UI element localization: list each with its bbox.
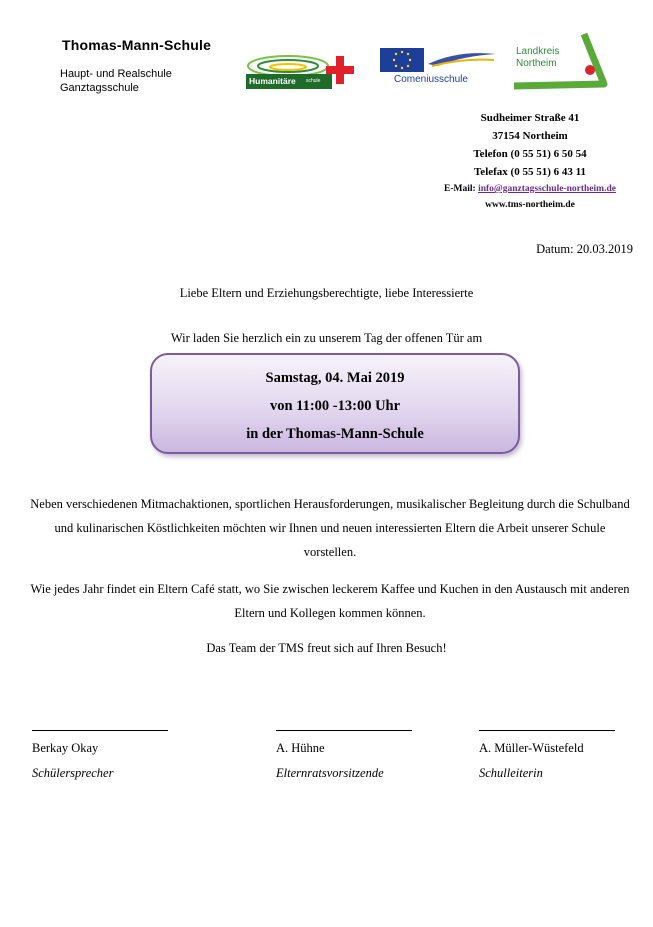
invitation: Wir laden Sie herzlich ein zu unserem Tag der offenen Tür am — [170, 331, 483, 345]
signature-line-1 — [32, 730, 168, 731]
paragraph-2: Wie jedes Jahr findet ein Eltern Café statt, wo Sie zwischen leckerem Kaffee und Kuchen in den Austausch mit anderen Eltern und Kollegen kommen können. — [30, 582, 630, 620]
humanitaere-label: Humanitäre — [249, 76, 296, 86]
comenius-label: Comeniusschule — [394, 74, 468, 85]
school-type-1: Haupt- und Realschule — [60, 68, 172, 80]
landkreis-label-1: Landkreis — [516, 46, 560, 57]
event-box — [150, 353, 520, 454]
event-time: von 11:00 -13:00 Uhr — [269, 398, 401, 414]
greeting: Liebe Eltern und Erziehungsberechtigte, liebe Interessierte — [179, 286, 474, 300]
event-place: in der Thomas-Mann-Schule — [246, 426, 424, 442]
signatory-role-3: Schulleiterin — [479, 766, 543, 780]
email-label: E-Mail: — [444, 184, 479, 194]
landkreis-label-2: Northeim — [516, 58, 557, 69]
comenius-logo — [378, 46, 498, 88]
address-web: www.tms-northeim.de — [485, 200, 575, 210]
closing-line: Das Team der TMS freut sich auf Ihren Besuch! — [206, 641, 447, 655]
signatory-name-2: A. Hühne — [276, 741, 325, 755]
humanitaere-schule-logo — [246, 52, 358, 90]
event-date: Samstag, 04. Mai 2019 — [265, 370, 405, 386]
signatory-role-1: Schülersprecher — [32, 766, 114, 780]
address-city: 37154 Northeim — [492, 130, 568, 142]
signatory-role-2: Elternratsvorsitzende — [276, 766, 384, 780]
humanitaere-small-label: schule — [306, 78, 321, 84]
signatory-name-3: A. Müller-Wüstefeld — [479, 741, 584, 755]
signature-line-3 — [479, 730, 615, 731]
address-fax: Telefax (0 55 51) 6 43 11 — [473, 166, 587, 178]
address-email-row — [410, 184, 650, 194]
school-type-2: Ganztagsschule — [60, 82, 139, 94]
landkreis-northeim-logo — [508, 30, 608, 90]
email-link[interactable]: info@ganztagsschule-northeim.de — [478, 184, 616, 194]
address-street: Sudheimer Straße 41 — [480, 112, 580, 124]
eu-flag-icon — [378, 46, 498, 74]
address-phone: Telefon (0 55 51) 6 50 54 — [473, 148, 587, 160]
letter-date: Datum: 20.03.2019 — [536, 242, 633, 256]
signatory-name-1: Berkay Okay — [32, 741, 99, 755]
school-name: Thomas-Mann-Schule — [62, 37, 212, 53]
paragraph-1: Neben verschiedenen Mitmachaktionen, sportlichen Herausforderungen, musikalischer Begleitung durch die Schulband und kulinarischen Köstlichkeiten möchten wir Ihnen und neuen interessierten Eltern die Arbeit unserer Schule vorstellen. — [30, 497, 630, 559]
signature-line-2 — [276, 730, 412, 731]
